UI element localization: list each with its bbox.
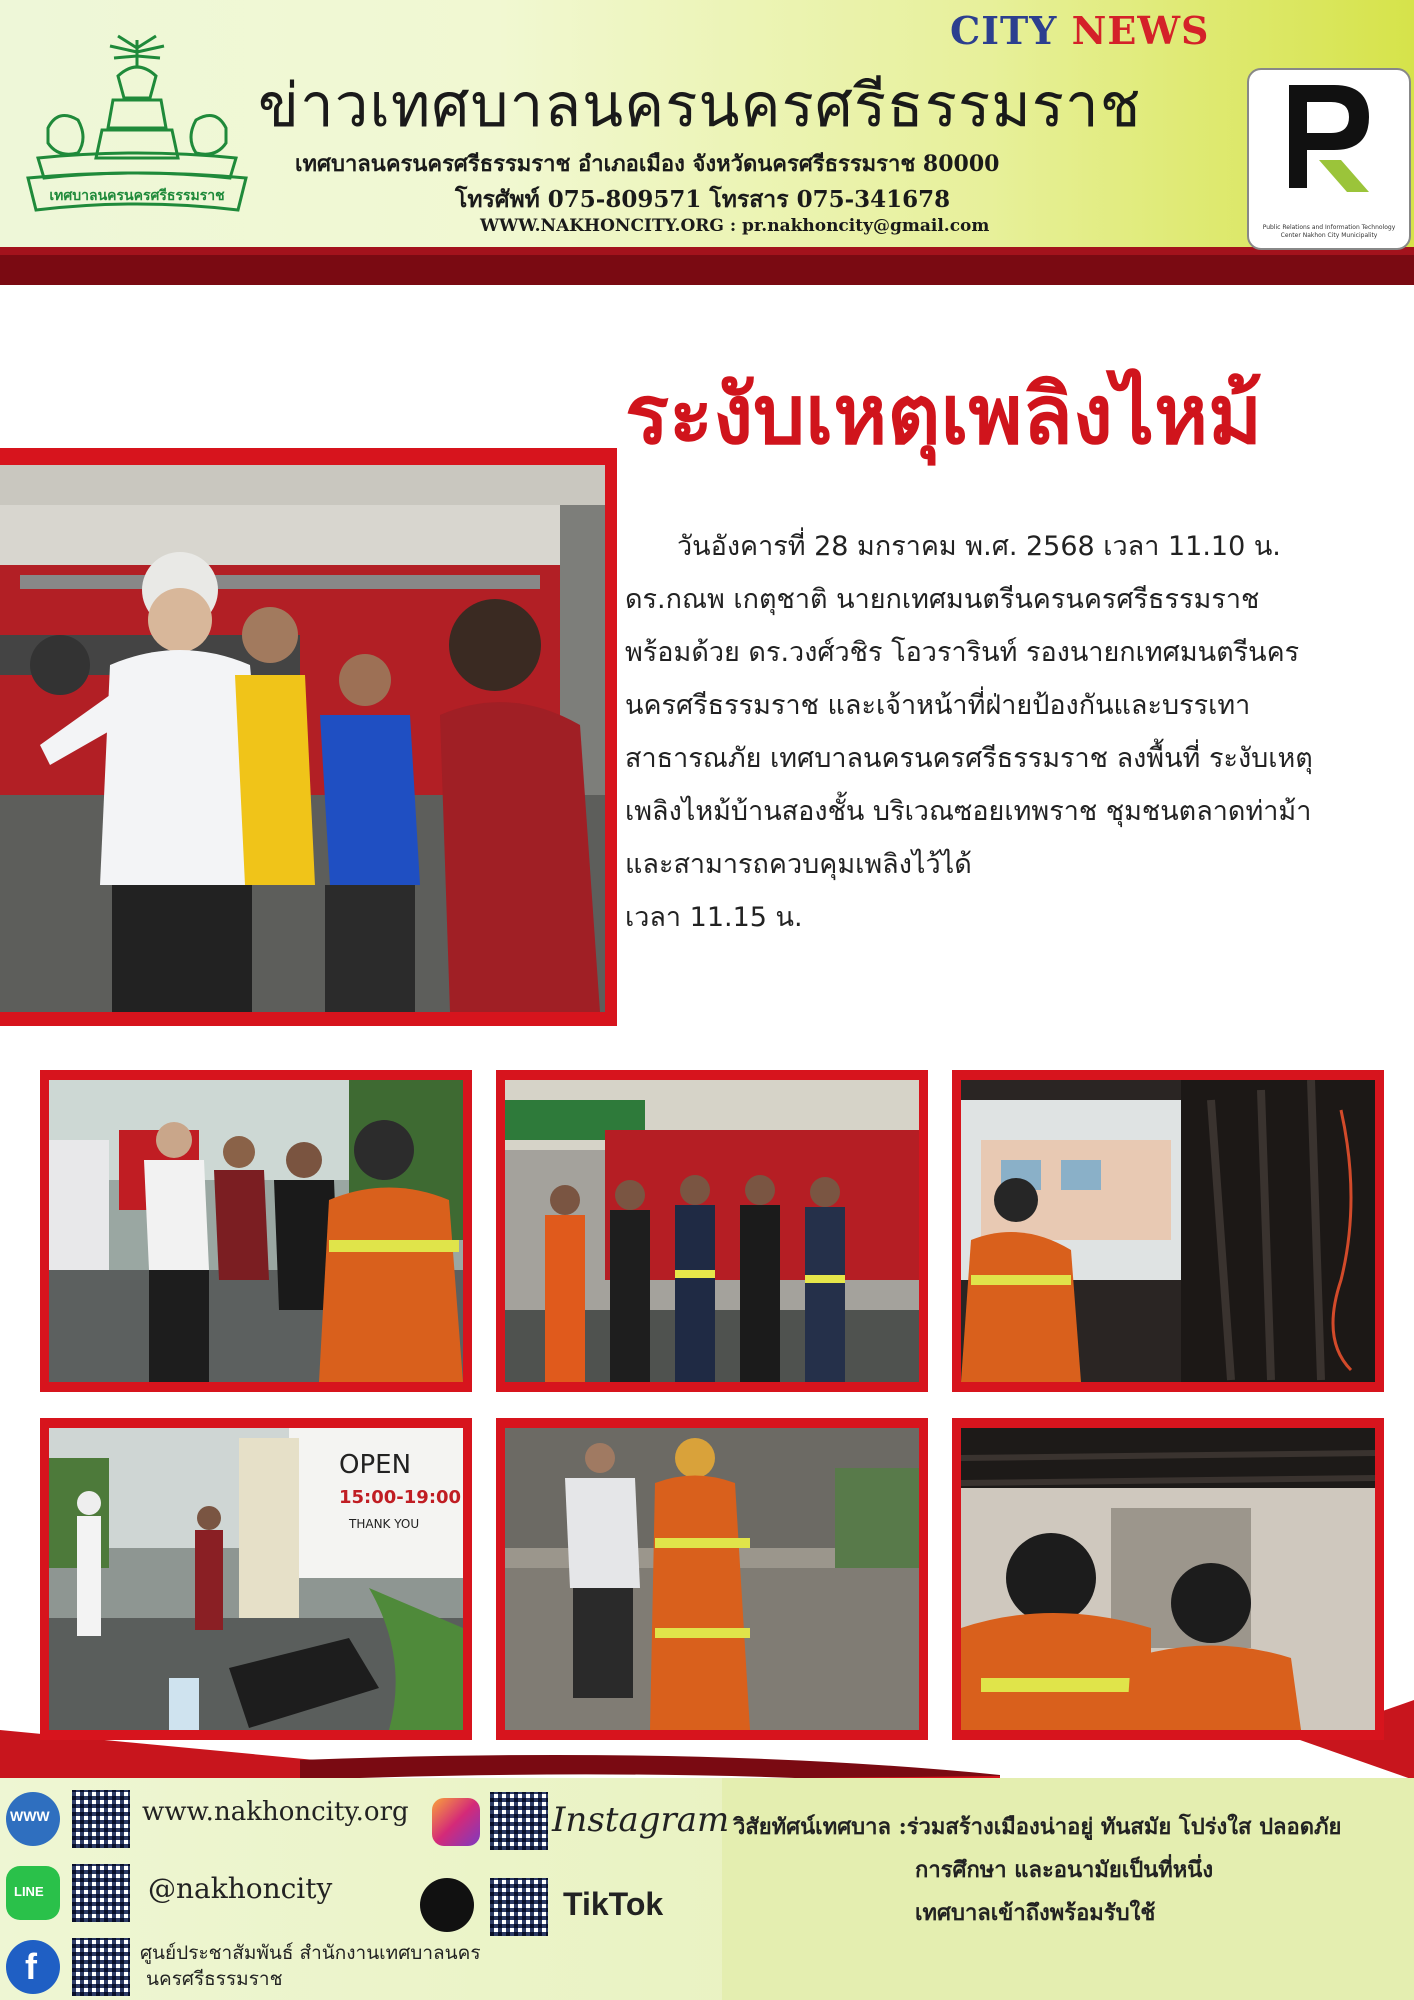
masthead-address: เทศบาลนครนครศรีธรรมราช อำเภอเมือง จังหวัดนครศรีธรรมราช 80000 (295, 151, 1000, 177)
main-photo-officials-at-fire-truck (0, 465, 605, 1012)
article-line: นครศรีธรรมราช และเจ้าหน้าที่ฝ่ายป้องกันและบรรเทา (625, 690, 1251, 721)
vision-line: วิสัยทัศน์เทศบาล :ร่วมสร้างเมืองน่าอยู่ ทันสมัย โปร่งใส ปลอดภัย (733, 1814, 1342, 1840)
tiktok-icon[interactable] (420, 1878, 474, 1932)
city-news-word-news: NEWS (1071, 8, 1210, 53)
photo-frame (496, 1070, 928, 1392)
masthead-phone: โทรศัพท์ 075-809571 โทรสาร 075-341678 (455, 186, 951, 213)
instagram-label[interactable]: Instagram (552, 1800, 730, 1840)
city-news-label (950, 8, 1210, 53)
open-sign-hours: 15:00-19:00 (339, 1487, 462, 1508)
line-handle[interactable]: @nakhoncity (148, 1872, 333, 1905)
seal-label: เทศบาลนครนครศรีธรรมราช (49, 188, 225, 204)
city-news-word-city: CITY (950, 8, 1058, 53)
photo-firefighters-inside-burnt-building (961, 1428, 1375, 1730)
photo-frame (40, 1070, 472, 1392)
line-qr-code[interactable] (72, 1864, 130, 1922)
line-icon-text: LINE (14, 1884, 44, 1899)
photo-frame (952, 1070, 1384, 1392)
article-headline: ระงับเหตุเพลิงไหม้ (625, 368, 1263, 463)
photo-frame (952, 1418, 1384, 1740)
vision-line: การศึกษา และอนามัยเป็นที่หนึ่ง (915, 1857, 1214, 1883)
tiktok-label[interactable]: TikTok (563, 1886, 664, 1922)
photo-frame (40, 1418, 472, 1740)
open-sign-thanks: THANK YOU (349, 1517, 420, 1531)
masthead-web-email: WWW.NAKHONCITY.ORG : pr.nakhoncity@gmail.com (480, 216, 990, 236)
photo-resident-and-firefighter (505, 1428, 919, 1730)
instagram-qr-code[interactable] (490, 1792, 548, 1850)
pr-logo-mark (1249, 70, 1409, 200)
masthead-title: ข่าวเทศบาลนครนครศรีธรรมราช (258, 71, 1142, 141)
article-line: พร้อมด้วย ดร.วงศ์วชิร โอวรารินท์ รองนายกเทศมนตรีนคร (625, 637, 1300, 668)
photo-mayor-with-firefighter (49, 1080, 463, 1382)
website-qr-code[interactable] (72, 1790, 130, 1848)
photo-street-scene-open-sign (49, 1428, 463, 1730)
municipal-vision (733, 1806, 1413, 1935)
article-line: เพลิงไหม้บ้านสองชั้น บริเวณซอยเทพราช ชุมชนตลาดท่าม้า (625, 796, 1312, 827)
article-line: เวลา 11.15 น. (625, 902, 803, 933)
photo-frame (496, 1418, 928, 1740)
vision-line: เทศบาลเข้าถึงพร้อมรับใช้ (915, 1900, 1156, 1926)
pr-logo-caption: Public Relations and Information Technology Center Nakhon City Municipality (1262, 224, 1396, 239)
instagram-icon[interactable] (432, 1798, 480, 1846)
article-line: สาธารณภัย เทศบาลนครนครศรีธรรมราช ลงพื้นที่ ระงับเหตุ (625, 743, 1313, 774)
municipality-seal-logo (18, 28, 256, 218)
photo-firefighter-burnt-house (961, 1080, 1375, 1382)
line-app-icon[interactable] (6, 1866, 60, 1920)
facebook-qr-code[interactable] (72, 1938, 130, 1996)
website-link[interactable]: www.nakhoncity.org (142, 1797, 409, 1827)
article-line: และสามารถควบคุมเพลิงไว้ได้ (625, 849, 972, 880)
article-line: วันอังคารที่ 28 มกราคม พ.ศ. 2568 เวลา 11.10 น. (677, 531, 1281, 562)
masthead-bar (0, 255, 1414, 285)
pr-center-logo (1247, 68, 1411, 250)
facebook-icon-text: f (25, 1946, 37, 1987)
article-line: ดร.กณพ เกตุชาติ นายกเทศมนตรีนครนครศรีธรรมราช (625, 584, 1260, 615)
facebook-icon[interactable] (6, 1940, 60, 1994)
office-name-line2: นครศรีธรรมราช (146, 1968, 283, 1990)
photo-fire-crew-group (505, 1080, 919, 1382)
open-sign-text: OPEN (339, 1450, 412, 1480)
globe-icon[interactable] (6, 1792, 60, 1846)
office-name-line1: ศูนย์ประชาสัมพันธ์ สำนักงานเทศบาลนคร (140, 1942, 481, 1964)
www-icon-text: WWW (10, 1808, 50, 1824)
article-body (625, 520, 1385, 944)
tiktok-qr-code[interactable] (490, 1878, 548, 1936)
